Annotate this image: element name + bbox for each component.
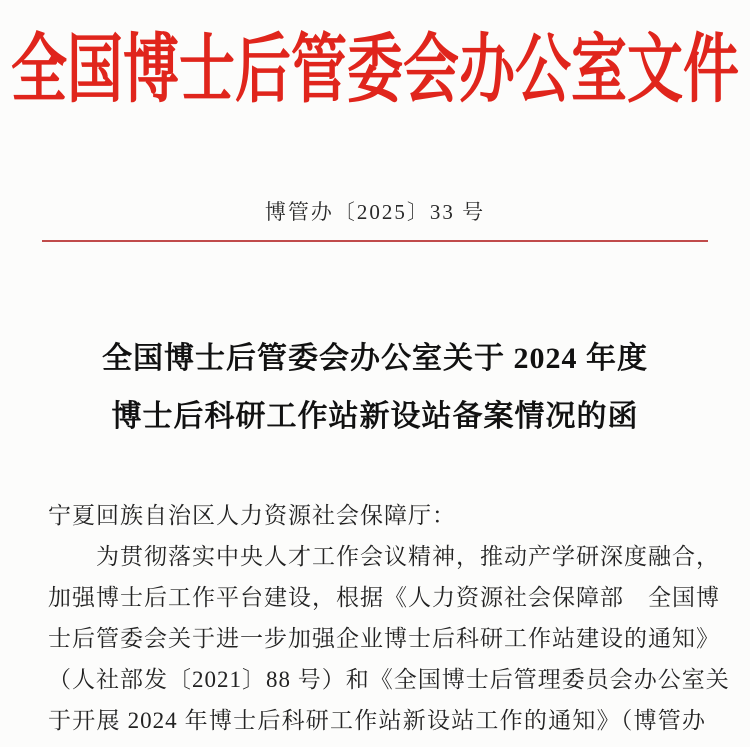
body-line: 于开展 2024 年博士后科研工作站新设站工作的通知》（博管办 — [48, 708, 706, 733]
salutation-line: 宁夏回族自治区人力资源社会保障厅： — [48, 503, 456, 528]
body-line: （人社部发〔2021〕88 号）和《全国博士后管理委员会办公室关 — [48, 667, 730, 692]
body-line: 加强博士后工作平台建设，根据《人力资源社会保障部 全国博 — [48, 585, 720, 610]
document-body — [0, 495, 750, 741]
document-title-line-2: 博士后科研工作站新设站备案情况的函 — [111, 400, 639, 433]
document-title — [0, 330, 750, 446]
document-title-line-1: 全国博士后管委会办公室关于 2024 年度 — [102, 342, 648, 375]
red-masthead-title: 全国博士后管委会办公室文件 — [11, 29, 739, 113]
red-divider-rule — [42, 240, 708, 242]
document-number: 博管办〔2025〕33 号 — [264, 200, 486, 224]
body-line: 士后管委会关于进一步加强企业博士后科研工作站建设的通知》 — [48, 626, 720, 651]
body-line: 为贯彻落实中央人才工作会议精神，推动产学研深度融合， — [96, 544, 720, 569]
